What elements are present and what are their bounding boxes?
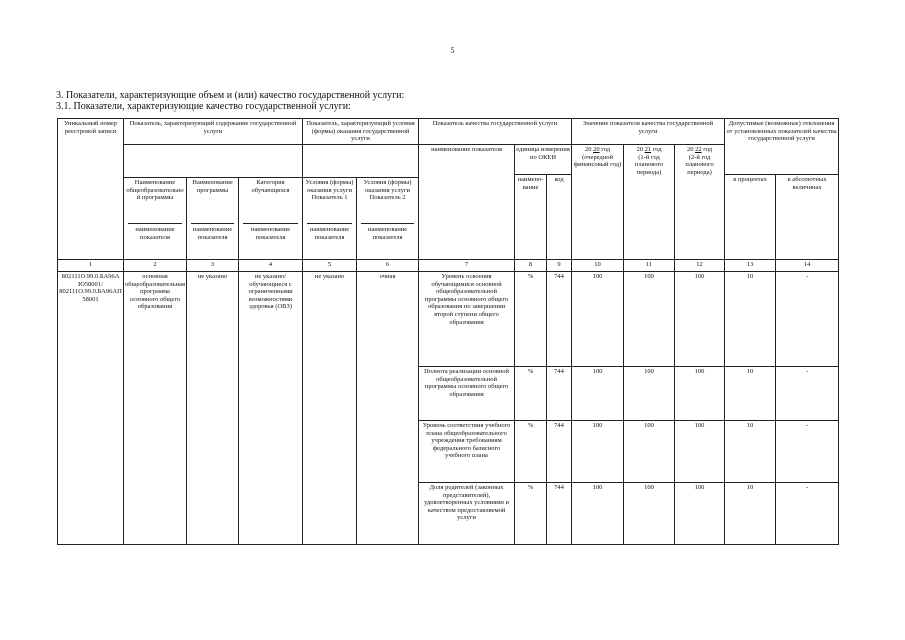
indicator-year-3: 100: [675, 421, 725, 483]
col-number: 8: [515, 260, 547, 272]
indicator-percent: 10: [725, 421, 776, 483]
header-year-1: 20 20 год (очередной финансовый год): [572, 145, 624, 260]
record-program: основная общеобразовательная программа основного общего образования: [124, 272, 187, 545]
indicator-absolute: -: [776, 421, 839, 483]
indicator-absolute: -: [776, 483, 839, 545]
subheader-condition-2: Условия (формы) оказания услуги Показатель 2 наименование показателя: [357, 178, 419, 260]
record-condition-1: не указано: [303, 272, 357, 545]
indicator-name: Уровень соответствия учебного плана общеобразовательного учреждения требованиям федерального базисного учебного плана: [419, 421, 515, 483]
header-row-1: [58, 119, 839, 145]
col-number: 13: [725, 260, 776, 272]
indicator-year-2: 100: [624, 272, 675, 367]
header-content-spacer: [124, 145, 303, 178]
col-number: 11: [624, 260, 675, 272]
col-number: 3: [187, 260, 239, 272]
header-year-3: 20 22 год (2-й год планового периода): [675, 145, 725, 260]
header-unit-code: код: [547, 175, 572, 260]
col-number: 7: [419, 260, 515, 272]
header-deviations: Допустимые (возможные) отклонения от установленных показателей качества государственной услуги: [725, 119, 839, 175]
indicator-year-3: 100: [675, 367, 725, 421]
page-number: 5: [450, 46, 455, 55]
subheader-category: Категория обучающихся наименование показателя: [239, 178, 303, 260]
subheader-condition-1: Условия (формы) оказания услуги Показатель 1 наименование показателя: [303, 178, 357, 260]
indicator-year-1: 100: [572, 483, 624, 545]
indicator-name: Уровень освоения обучающимися основной общеобразовательной программы основного общего образования по завершении второй ступени общего образования: [419, 272, 515, 367]
col-number: 6: [357, 260, 419, 272]
header-quality-value: Значение показателя качества государственной услуги: [572, 119, 725, 145]
indicator-absolute: -: [776, 367, 839, 421]
indicator-year-1: 100: [572, 272, 624, 367]
indicator-code: 744: [547, 367, 572, 421]
header-unique-number: Уникальный номер реестровой записи: [58, 119, 124, 260]
indicator-year-2: 100: [624, 483, 675, 545]
col-number: 5: [303, 260, 357, 272]
indicator-percent: 10: [725, 367, 776, 421]
indicator-code: 744: [547, 272, 572, 367]
column-number-row: [58, 260, 839, 272]
indicator-absolute: -: [776, 272, 839, 367]
indicator-percent: 10: [725, 272, 776, 367]
header-year-2: 20 21 год (1-й год планового периода): [624, 145, 675, 260]
indicator-unit: %: [515, 272, 547, 367]
header-conditions-indicator: Показатель, характеризующий условия (формы) оказания государственной услуги: [303, 119, 419, 145]
record-category: не указано/ обучающиеся с ограниченными возможностями здоровья (ОВЗ): [239, 272, 303, 545]
indicator-name: Доля родителей (законных представителей), удовлетворенных условиями и качеством предоставляемой услуги: [419, 483, 515, 545]
indicator-unit: %: [515, 421, 547, 483]
header-indicator-name: наименование показателя: [419, 145, 515, 260]
header-in-absolute: в абсолютных величинах: [776, 175, 839, 260]
indicator-year-3: 100: [675, 272, 725, 367]
indicator-year-2: 100: [624, 421, 675, 483]
col-number: 4: [239, 260, 303, 272]
indicator-year-1: 100: [572, 421, 624, 483]
col-number: 1: [58, 260, 124, 272]
header-row-2: [58, 145, 839, 175]
section-heading-3-1: 3.1. Показатели, характеризующие качество государственной услуги:: [56, 101, 351, 112]
record-condition-2: очная: [357, 272, 419, 545]
header-content-indicator: Показатель, характеризующий содержание государственной услуги: [124, 119, 303, 145]
header-unit-okei: единица измерения по ОКЕИ: [515, 145, 572, 175]
col-number: 10: [572, 260, 624, 272]
col-number: 12: [675, 260, 725, 272]
col-number: 2: [124, 260, 187, 272]
indicator-code: 744: [547, 483, 572, 545]
quality-indicators-table: [57, 118, 839, 545]
indicator-year-1: 100: [572, 367, 624, 421]
indicator-unit: %: [515, 483, 547, 545]
indicator-year-2: 100: [624, 367, 675, 421]
indicator-name: Полнота реализации основной общеобразовательной программы основного общего образования: [419, 367, 515, 421]
indicator-unit: %: [515, 367, 547, 421]
subheader-program-name: Наименование общеобразовательной программы наименование показателя: [124, 178, 187, 260]
record-programs: не указано: [187, 272, 239, 545]
indicator-percent: 10: [725, 483, 776, 545]
table-row: [58, 272, 839, 367]
col-number: 9: [547, 260, 572, 272]
subheader-programs: Наименование программы наименование показателя: [187, 178, 239, 260]
header-conditions-spacer: [303, 145, 419, 178]
indicator-code: 744: [547, 421, 572, 483]
header-in-percent: в процентах: [725, 175, 776, 260]
record-code: 802111О.99.0.БА96АЮ58001/ 802111О.99.0.БА96АП58001: [58, 272, 124, 545]
col-number: 14: [776, 260, 839, 272]
section-heading-3: 3. Показатели, характеризующие объем и (или) качество государственной услуги:: [56, 90, 405, 101]
header-quality-indicator: Показатель качества государственной услуги: [419, 119, 572, 145]
indicator-year-3: 100: [675, 483, 725, 545]
header-unit-name: наимено-вание: [515, 175, 547, 260]
